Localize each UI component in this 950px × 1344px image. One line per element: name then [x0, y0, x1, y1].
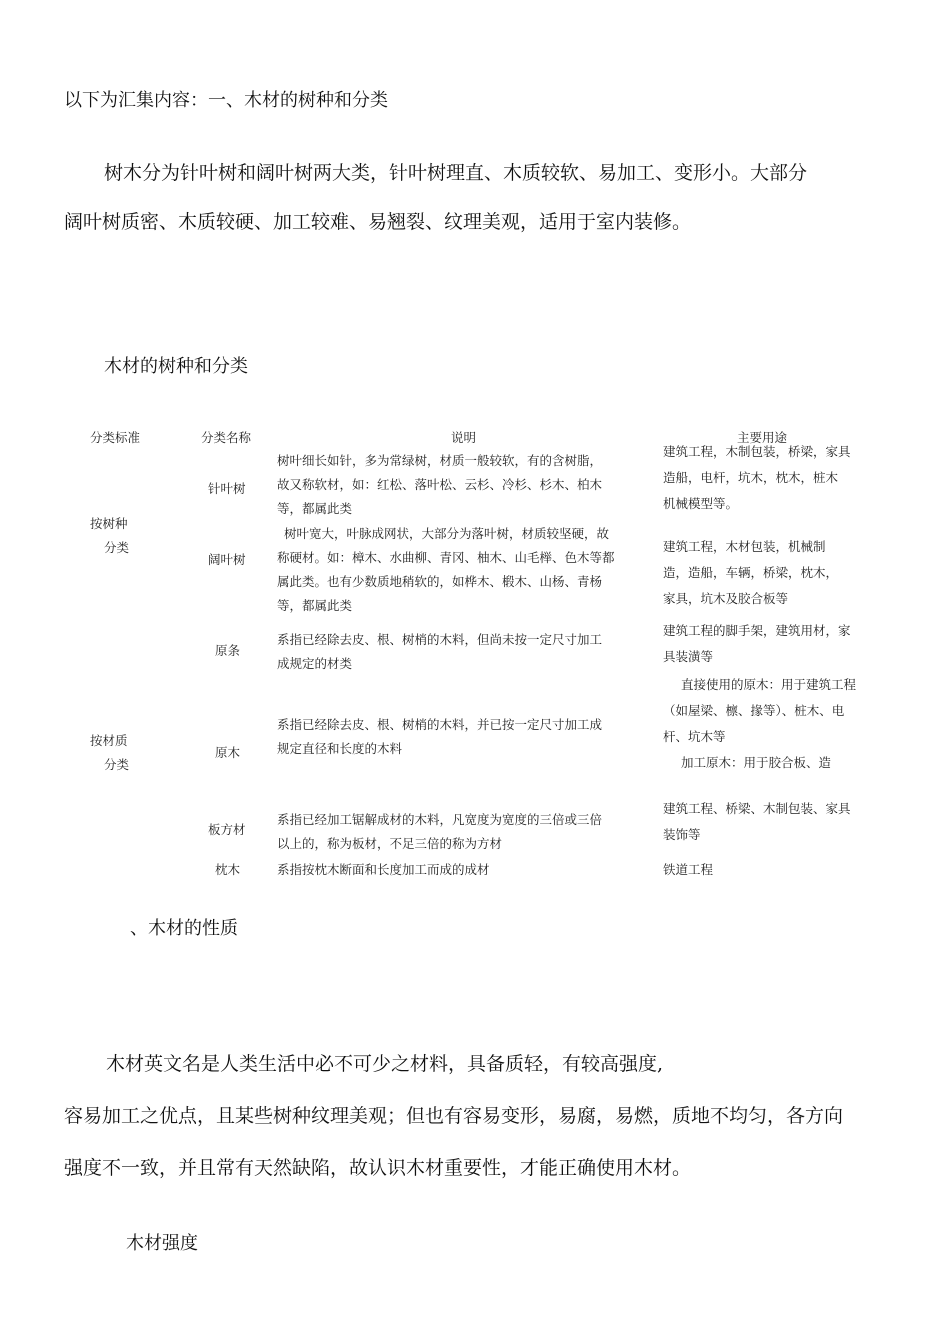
- row-name-log-pole: 原条: [215, 643, 241, 658]
- row-use-log: 直接使用的原木：用于建筑工程 （如屋梁、檩、掾等）、桩木、电 杆、坑木等 加工原木：用于胶合板、造: [663, 677, 857, 770]
- group-by-tree-species: 按树种 分类: [90, 516, 130, 555]
- table-title: 木材的树种和分类: [104, 356, 248, 377]
- row-use-softwood: 建筑工程，木制包装，桥梁，家具 造船，电杆，坑木，枕木，桩木 机械模型等。: [663, 444, 851, 511]
- row-desc-sleeper: 系指按枕木断面和长度加工而成的成材: [277, 862, 490, 877]
- header-main-use: 主要用途: [737, 430, 788, 445]
- intro-heading: 以下为汇集内容：一、木材的树种和分类: [64, 90, 388, 111]
- header-category-name: 分类名称: [201, 430, 252, 445]
- paragraph-2-line-2: 容易加工之优点，且某些树种纹理美观；但也有容易变形，易腐，易燃，质地不均匀，各方向: [64, 1105, 844, 1127]
- row-use-lumber: 建筑工程、桥梁、木制包装、家具 装饰等: [663, 801, 851, 842]
- row-name-hardwood: 阔叶树: [208, 552, 246, 567]
- row-name-lumber: 板方材: [208, 822, 246, 837]
- header-category-standard: 分类标准: [90, 430, 141, 445]
- row-use-hardwood: 建筑工程，木材包装，机械制 造，造船，车辆，桥梁，枕木， 家具，坑木及胶合板等: [663, 539, 839, 606]
- paragraph-1-line-2: 阔叶树质密、木质较硬、加工较难、易翘裂、纹理美观，适用于室内装修。: [64, 211, 692, 233]
- strength-heading: 木材强度: [126, 1233, 198, 1254]
- row-use-log-pole: 建筑工程的脚手架，建筑用材，家 具装潢等: [663, 623, 851, 664]
- row-desc-log-pole: 系指已经除去皮、根、树梢的木料，但尚未按一定尺寸加工 成规定的材类: [277, 632, 603, 671]
- paragraph-2-line-1: 木材英文名是人类生活中必不可少之材料，具备质轻，有较高强度,: [106, 1053, 664, 1075]
- row-use-sleeper: 铁道工程: [663, 862, 714, 877]
- paragraph-2-line-3: 强度不一致，并且常有天然缺陷，故认识木材重要性，才能正确使用木材。: [64, 1157, 692, 1179]
- row-name-sleeper: 枕木: [215, 862, 241, 877]
- group-by-material: 按材质 分类: [90, 733, 130, 772]
- properties-heading: 、木材的性质: [130, 918, 238, 939]
- paragraph-1-line-1: 树木分为针叶树和阔叶树两大类，针叶树理直、木质较软、易加工、变形小。大部分: [104, 162, 808, 184]
- row-name-softwood: 针叶树: [208, 481, 246, 496]
- row-desc-lumber: 系指已经加工锯解成材的木料，凡宽度为宽度的三倍或三倍 以上的，称为板材，不足三倍的称为方材: [277, 812, 603, 851]
- row-name-log: 原木: [215, 745, 241, 760]
- row-desc-hardwood: 树叶宽大，叶脉成网状，大部分为落叶树，材质较坚硬，故 称硬材。如：樟木、水曲柳、青冈、柚木、山毛榉、色木等都 属此类。也有少数质地稍软的，如桦木、椴木、山杨、青杨 等，都属此类: [277, 526, 615, 613]
- row-desc-log: 系指已经除去皮、根、树梢的木料，并已按一定尺寸加工成 规定直径和长度的木料: [277, 717, 603, 756]
- header-description: 说明: [451, 430, 477, 445]
- row-desc-softwood: 树叶细长如针，多为常绿树，材质一般较软，有的含树脂， 故又称软材，如：红松、落叶松、云杉、冷杉、杉木、柏木 等，都属此类: [277, 453, 603, 516]
